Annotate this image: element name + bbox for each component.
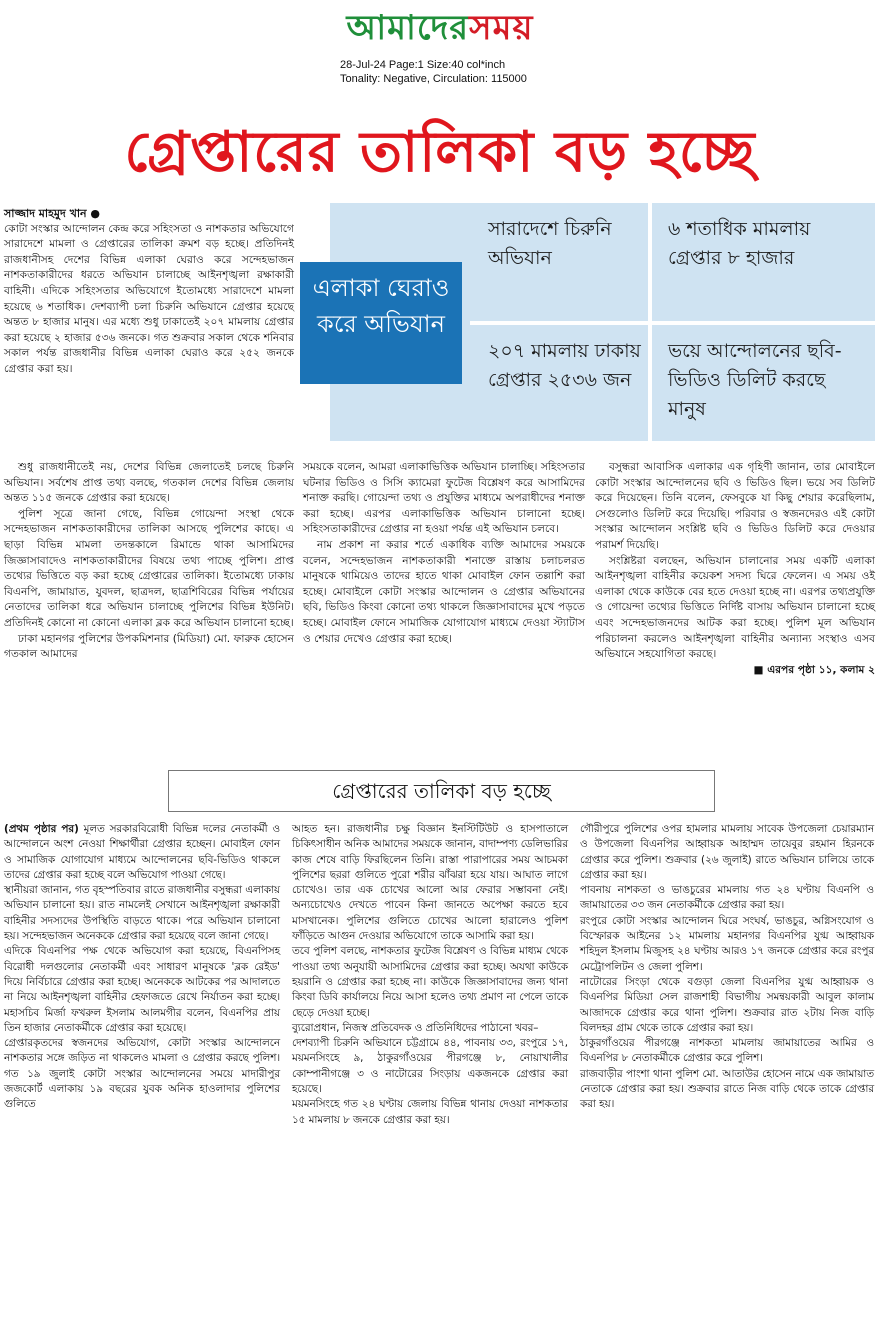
clipping-line-2: Tonality: Negative, Circulation: 115000: [340, 73, 527, 85]
jump-text-1: মূলত সরকারবিরোধী বিভিন্ন দলের নেতাকর্মী ও আন্দোলনে অংশ নেওয়া শিক্ষার্থীরা গ্রেপ্তার হচ্ছেন। মোবাইল ফোন ও সামাজিক যোগাযোগ মাধ্যমে আন্দোলনের ছবি-ভিডিও থাকলে তাদের গ্রেপ্তার করা হচ্ছে বলে অভিযোগ পাওয়া গেছে। স্থানীয়রা জানান, গত বৃহস্পতিবার রাতে রাজধানীর বসুন্ধরা এলাকায় অভিযান চালানো হয়। রাত নামলেই সেখানে আইনশৃঙ্খলা রক্ষাকারী বাহিনীর সদস্যদের উপস্থিতি বাড়তে থাকে। পরে অভিযান চালানো হয়। সন্দেহভাজন অনেককে গ্রেপ্তার করা হয়েছে বলে জানা গেছে। এদিকে বিএনপির পক্ষ থেকে অভিযোগ করা হয়েছে, বিএনপিসহ বিরোধী দলগুলোর নেতাকর্মী এবং সাধারণ মানুষকে 'ব্লক রেইড' দিয়ে নির্বিচারে গ্রেপ্তার করা হচ্ছে। অনেককে আটকের পর আদালতে না নিয়ে আইনশৃঙ্খলা বাহিনীর হেফাজতে রেখে নির্যাতন করা হচ্ছে। মহাসচিব মির্জা ফখরুল ইসলাম আলমগীর বলেন, বিএনপির প্রায় তিন হাজার নেতাকর্মীকে গ্রেপ্তার করা হয়েছে। গ্রেপ্তারকৃতদের স্বজনদের অভিযোগ, কোটা সংস্কার আন্দোলনে নাশকতার সঙ্গে জড়িত না থাকলেও মামলা ও গ্রেপ্তার করছে পুলিশ। গত ১৯ জুলাই কোটা সংস্কার আন্দোলনের সময়ে মাদারীপুর জজকোর্ট এলাকায় ১৯ বছরের যুবক অনিক হাওলাদার পুলিশের গুলিতে: [4, 823, 280, 1111]
front-column-1-lower: [4, 460, 294, 663]
highlights-divider-h: [470, 321, 875, 325]
highlight-cell-2: ৬ শতাধিক মামলায় গ্রেপ্তার ৮ হাজার: [668, 218, 811, 269]
highlight-cell-1: সারাদেশে চিরুনি অভিযান: [488, 218, 612, 269]
front-paragraph: সময়কে বলেন, আমরা এলাকাভিত্তিক অভিযান চালাচ্ছি। সহিংসতার ঘটনার ভিডিও ও সিসি ক্যামেরা ফুটেজ বিশ্লেষণ করে আসামিদের শনাক্ত করছি। গোয়েন্দা তথ্য ও প্রযুক্তির মাধ্যমে অপরাধীদের শনাক্ত করা হচ্ছে। এরপর এলাকাভিত্তিক অভিযান চালানো হচ্ছে। সহিংসতাকারীদের গ্রেপ্তার না হওয়া পর্যন্ত এই অভিযান চলবে।: [303, 461, 585, 536]
clipping-meta: [340, 58, 527, 86]
highlight-cell-4: ভয়ে আন্দোলনের ছবি-ভিডিও ডিলিট করছে মানুষ: [668, 340, 842, 420]
logo-part-2: সময়: [469, 8, 534, 48]
highlight-tag: এলাকা ঘেরাও করে অভিযান: [300, 262, 462, 384]
front-paragraph: নাম প্রকাশ না করার শর্তে একাধিক ব্যক্তি আমাদের সময়কে বলেন, সন্দেহভাজন নাশকতাকারী শনাক্তে রাস্তায় চলাচলরত মানুষকে থামিয়েও তাদের হাতে থাকা মোবাইল ফোন তল্লাশি করা হচ্ছে। মোবাইলে কোটা সংস্কার আন্দোলন ও গ্রেপ্তার অভিযানের ছবি, ভিডিও কিংবা কোনো তথ্য থাকলে জিজ্ঞাসাবাদের মুখে পড়তে হচ্ছে। মোবাইল ফোনে সামাজিক যোগাযোগ মাধ্যমে দেওয়া স্ট্যাটাস ও শেয়ার দেখেও গ্রেপ্তার করা হচ্ছে।: [303, 538, 585, 645]
main-headline: গ্রেপ্তারের তালিকা বড় হচ্ছে: [124, 120, 756, 185]
continued-note: ■ এরপর পৃষ্ঠা ১১, কলাম ২: [753, 663, 875, 676]
front-column-1: [4, 206, 294, 378]
jump-section-title: গ্রেপ্তারের তালিকা বড় হচ্ছে: [168, 770, 715, 812]
jump-column-2: আহত হন। রাজধানীর চক্ষু বিজ্ঞান ইনস্টিটিউট ও হাসপাতালে চিকিৎসাধীন অনিক আমাদের সময়কে জানান, বাদাম্পণ্য ডেলিভারির কাজ শেষে বাড়ি ফিরছিলেন তিনি। রাস্তা পারাপারের সময় আচমকা পুলিশের ছররা গুলিতে পুরো শরীর ঝাঁঝরা হয়ে যায়। আঘাত লাগে চোখেও। তার এক চোখের আলো আর ফেরার সম্ভাবনা নেই। অন্যচোখেও দেখতে পাবেন কিনা জানতে অপেক্ষা করতে হবে মাসখানেক। পুলিশের গুলিতে চোখের আলো হারালেও পুলিশ ফাঁড়িতে আগুন দেওয়ার অভিযোগে তাকে আসামি করা হয়। তবে পুলিশ বলছে, নাশকতার ফুটেজ বিশ্লেষণ ও বিভিন্ন মাধ্যম থেকে পাওয়া তথ্য অনুযায়ী আসামিদের গ্রেপ্তার করা হচ্ছে। অযথা কাউকে হয়রানি ও গ্রেপ্তার করা হচ্ছে না। কাউকে জিজ্ঞাসাবাদের জন্য থানা কিংবা ডিবি কার্যালয়ে নিয়ে আসা হলেও তথ্য প্রমাণ না পেলে তাকে ছেড়ে দেওয়া হচ্ছে। ব্যুরোপ্রধান, নিজস্ব প্রতিবেদক ও প্রতিনিধিদের পাঠানো খবর– দেশব্যাপী চিরুনি অভিযানে চট্টগ্রামে ৪৪, পাবনায় ৩৩, রংপুরে ১৭, ময়মনসিংহে ৯, ঠাকুরগাঁওয়ের পীরগঞ্জে ৮, নোয়াখালীর কোম্পানীগঞ্জে ৩ ও নাটোরের সিংড়ায় একজনকে গ্রেপ্তার করা হয়েছে। ময়মনসিংহে গত ২৪ ঘণ্টায় জেলায় বিভিন্ন থানায় দেওয়া নাশকতার ১৫ মামলায় ৮ জনকে গ্রেপ্তার করা হয়।: [292, 823, 568, 1126]
front-column-2: [303, 460, 585, 647]
highlight-cell-3: ২০৭ মামলায় ঢাকায় গ্রেপ্তার ২৫৩৬ জন: [488, 340, 641, 391]
clipping-line-1: 28-Jul-24 Page:1 Size:40 col*inch: [340, 59, 506, 71]
jump-column-3: গৌরীপুরে পুলিশের ওপর হামলার মামলায় সাবেক উপজেলা চেয়ারম্যান ও উপজেলা বিএনপির আহ্বায়ক আহাম্মদ তায়েবুর রহমান হিরনকে গ্রেপ্তার করে পুলিশ। শুক্রবার (২৬ জুলাই) রাতে অভিযান চালিয়ে তাকে গ্রেপ্তার করা হয়। পাবনায় নাশকতা ও ভাঙচুরের মামলায় গত ২৪ ঘণ্টায় বিএনপি ও জামায়াতের ৩৩ জন নেতাকর্মীকে গ্রেপ্তার করা হয়। রংপুরে কোটা সংস্কার আন্দোলন ঘিরে সংঘর্ষ, ভাঙচুর, অগ্নিসংযোগ ও বিস্ফোরক আইনের ১২ মামলায় মহানগর বিএনপির যুগ্ম আহ্বায়ক শহিদুল ইসলাম মিজুসহ ২৪ ঘণ্টায় আরও ১৭ জনকে গ্রেপ্তার করে রংপুর মেট্রোপলিটন ও জেলা পুলিশ। নাটোরের সিংড়া থেকে বগুড়া জেলা বিএনপির যুগ্ম আহ্বায়ক ও বিএনপির মিডিয়া সেল রাজশাহী বিভাগীয় সমন্বয়কারী আবুল কালাম আজাদকে গ্রেপ্তার করে থানা পুলিশ। শুক্রবার রাত ২টায় নিজ বাড়ি বিলদহর গ্রাম থেকে তাকে গ্রেপ্তার করা হয়। ঠাকুরগাঁওয়ের পীরগঞ্জে নাশকতা মামলায় জামায়াতের আমির ও বিএনপির ৮ নেতাকর্মীকে গ্রেপ্তার করে পুলিশ। রাজবাড়ীর পাংশা থানা পুলিশ মো. আতাউর হোসেন নামে এক জামায়াত নেতাকে গ্রেপ্তার করা হয়। শুক্রবার রাতে নিজ বাড়ি থেকে তাকে গ্রেপ্তার করা হয়।: [580, 823, 874, 1111]
byline: সাজ্জাদ মাহমুদ খান ●: [4, 207, 101, 220]
logo-part-1: আমাদের: [346, 8, 470, 48]
front-paragraph: ঢাকা মহানগর পুলিশের উপকমিশনার (মিডিয়া) মো. ফারুক হোসেন গতকাল আমাদের: [4, 632, 294, 661]
front-paragraph: শুধু রাজধানীতেই নয়, দেশের বিভিন্ন জেলাতেই চলছে চিরুনি অভিযান। সর্বশেষ প্রাপ্ত তথ্য বলছে, গতকাল দেশের বিভিন্ন জেলায় অন্তত ১১৫ জনকে গ্রেপ্তার করা হয়েছে।: [4, 461, 294, 505]
jump-lead: (প্রথম পৃষ্ঠার পর): [4, 823, 79, 835]
front-paragraph: পুলিশ সূত্রে জানা গেছে, বিভিন্ন গোয়েন্দা সংস্থা থেকে সন্দেহভাজন নাশকতাকারীদের তালিকা আসছে পুলিশের কাছে। এ ছাড়া বিভিন্ন মামলা তদন্তকালে রিমান্ডে থাকা আসামিদের জিজ্ঞাসাবাদেও নাশকতাকারীদের বিষয়ে তথ্য পাচ্ছে পুলিশ। প্রাপ্ত তথ্যের ভিত্তিতে বড় করা হচ্ছে গ্রেপ্তারের তালিকা। ইতোমধ্যে ঢাকায় বিএনপি, জামায়াত, যুবদল, ছাত্রদল, ছাত্রশিবিরের বিভিন্ন পর্যায়ের নেতাদের তালিকা ধরে অভিযান চালাচ্ছে পুলিশের বিভিন্ন ইউনিট। প্রতিদিনই কোনো না কোনো এলাকা ব্লক করে অভিযান চালানো হচ্ছে।: [4, 507, 294, 629]
masthead-logo: [0, 2, 880, 59]
jump-column-1: [4, 822, 280, 1113]
front-paragraph: বসুন্ধরা আবাসিক এলাকার এক গৃহিণী জানান, তার মোবাইলে কোটা সংস্কার আন্দোলনের ছবি ও ভিডিও ছিল। ভয়ে সব ডিলিট করে দিয়েছেন। তিনি বলেন, ফেসবুকে যা কিছু শেয়ার করেছিলাম, সেগুলোও ডিলিট করে দিয়েছি। পরিবার ও স্বজনদেরও এই কোটা সংস্কার আন্দোলন সংশ্লিষ্ট ছবি ও ভিডিও ডিলিট করে দেওয়ার পরামর্শ দিয়েছি।: [595, 461, 875, 551]
front-paragraph: কোটা সংস্কার আন্দোলন কেন্দ্র করে সহিংসতা ও নাশকতার অভিযোগে সারাদেশে মামলা ও গ্রেপ্তারের তালিকা ক্রমশ বড় হচ্ছে। প্রতিদিনই রাজধানীসহ দেশের বিভিন্ন এলাকা ঘেরাও করে সন্দেহভাজন নাশকতাকারীদের ধরতে অভিযান চালাচ্ছে আইনশৃঙ্খলা রক্ষাকারী বাহিনী। এদিকে সহিংসতার অভিযোগে ইতোমধ্যে সারাদেশে মামলা হয়েছে ৬ শতাধিক। দেশব্যাপী চলা চিরুনি অভিযানে গ্রেপ্তার হয়েছে অন্তত ৮ হাজার মানুষ। এর মধ্যে শুধু ঢাকাতেই ২০৭ মামলায় গ্রেপ্তার করা হয়েছে ২ হাজার ৫৩৬ জনকে। গত শুক্রবার সকাল থেকে শনিবার সকাল পর্যন্ত রাজধানীর বিভিন্ন এলাকা ঘেরাও করে ২৫২ জনকে গ্রেপ্তার করা হয়।: [4, 222, 294, 375]
front-paragraph: সংশ্লিষ্টরা বলছেন, অভিযান চালানোর সময় একটি এলাকা আইনশৃঙ্খলা বাহিনীর কয়েকশ সদস্য ঘিরে ফেলেন। এ সময় ওই এলাকা থেকে কাউকে বের হতে দেওয়া হচ্ছে না। এরপর তথ্যপ্রযুক্তি ও গোয়েন্দা তথ্যের ভিত্তিতে নির্দিষ্ট বাসায় অভিযান চালানো হচ্ছে এবং সন্দেহভাজনদের আটক করা হচ্ছে। পুলিশ মূল অভিযান পরিচালনা করলেও আইনশৃঙ্খলা বাহিনীর অন্যান্য সংস্থাও এসব অভিযানে সহযোগিতা করছে।: [595, 554, 875, 661]
front-column-3: [595, 460, 875, 678]
